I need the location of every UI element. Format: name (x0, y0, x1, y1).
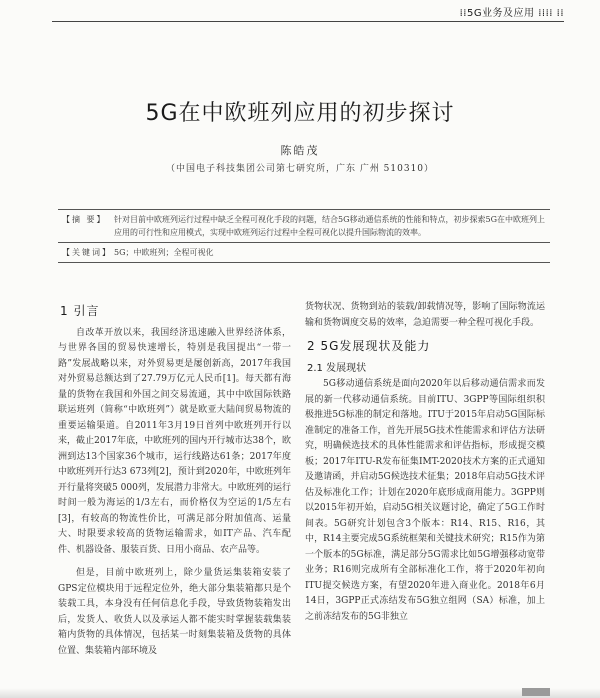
abstract-bottom-rule (58, 262, 550, 263)
keywords-block (62, 246, 548, 259)
keywords-label: 【关键词】 (62, 248, 112, 257)
abstract-label: 【摘 要】 (62, 215, 107, 224)
article-author: 陈皓茂 (280, 144, 320, 157)
header-divider (52, 21, 564, 22)
keywords-text: 5G；中欧班列；全程可视化 (114, 248, 214, 257)
section-2-1-heading: 2.1 发展现状 (307, 362, 367, 374)
intro-heading: 1 引言 (60, 304, 100, 318)
article-affiliation: （中国电子科技集团公司第七研究所，广东 广州 510310） (165, 164, 435, 174)
section-2-heading: 2 5G发展现状及能力 (307, 339, 431, 353)
intro-paragraph-1: 自改革开放以来，我国经济迅速融入世界经济体系，与世界各国的贸易快速增长，特别是我国提出“一带一路”发展战略以来，对外贸易更是屡创新高，2017年我国对外贸易总额达到了27.79万亿元人民币[1]。每天都有海量的货物在我国和外国之间交易流通，其中中欧国际铁路联运班列（简称“中欧班列”）就是欧亚大陆间贸易物流的重要运输渠道。自2011年3月19日首列中欧班列开行以来，截止2017年底，中欧班列的国内开行城市达38个，欧洲到达13个国家36个城市，运行线路达61条；2017年度中欧班列开行达3 673列[2]，预计到2020年，中欧班列年开行量将突破5 000列，发展潜力非常大。中欧班列的运行时间一般为海运的1/3左右，而价格仅为空运的1/5左右[3]，有较高的物流性价比，可满足部分附加值高、运量大、时限要求较高的货物运输需求，如IT产品、汽车配件、机器设备、服装百货、日用小商品、农产品等。 (58, 327, 291, 555)
abstract-block (62, 213, 548, 239)
abstract-mid-rule (58, 242, 550, 243)
section-tag: ⁞⁞5G业务及应用 ⁞⁞⁞⁞ ⁞⁞ (459, 8, 564, 19)
article-title: 5G在中欧班列应用的初步探讨 (145, 101, 455, 126)
abstract-text: 针对目前中欧班列运行过程中缺乏全程可视化手段的问题，结合5G移动通信系统的性能和特点，初步探索5G在中欧班列上应用的可行性和应用模式，实现中欧班列运行过程中全程可视化以提升国际物流的效率。 (114, 215, 545, 237)
abstract-top-rule (58, 209, 550, 210)
intro-paragraph-continued: 货物状况、货物到站的装载/卸载情况等，影响了国际物流运输和货物调度交易的效率，急迫需要一种全程可视化手段。 (305, 302, 545, 328)
page-bottom-shade (0, 688, 600, 698)
intro-paragraph-2: 但是，目前中欧班列上，除少量货运集装箱安装了GPS定位模块用于远程定位外，绝大部分集装箱都只是个装载工具，本身没有任何信息化手段，导致货物装箱发出后，发货人、收货人以及承运人都不能实时掌握装载集装箱内货物的具体情况，包括某一时刻集装箱及货物的具体位置、集装箱内部环境及 (58, 568, 291, 656)
section-2-paragraph-1: 5G移动通信系统是面向2020年以后移动通信需求而发展的新一代移动通信系统。目前ITU、3GPP等国际组织积极推进5G标准的制定和落地。ITU于2015年启动5G国际标准制定的准备工作，首先开展5G技术性能需求和评估方法研究，明确候选技术的具体性能需求和评估指标，形成提交模板；2017年ITU-R发布征集IMT-2020技术方案的正式通知及邀请函，并启动5G候选技术征集；2018年启动5G技术评估及标准化工作；计划在2020年底形成商用能力。3GPP则以2015年初开始，启动5G相关议题讨论，确定了5G工作时间表。5G研究计划包含3个版本：R14、R15、R16，其中，R14主要完成5G系统框架和关键技术研究；R15作为第一个版本的5G标准，满足部分5G需求比如5G增强移动宽带业务；R16则完成所有全部标准化工作，将于2020年初向ITU提交候选方案，有望2020年进入商业化。2018年6月14日，3GPP正式冻结发布5G独立组网（SA）标准，加上之前冻结发布的5G非独立 (305, 379, 545, 622)
left-column (58, 296, 291, 667)
right-column (305, 300, 545, 633)
page-number-box (522, 688, 550, 696)
